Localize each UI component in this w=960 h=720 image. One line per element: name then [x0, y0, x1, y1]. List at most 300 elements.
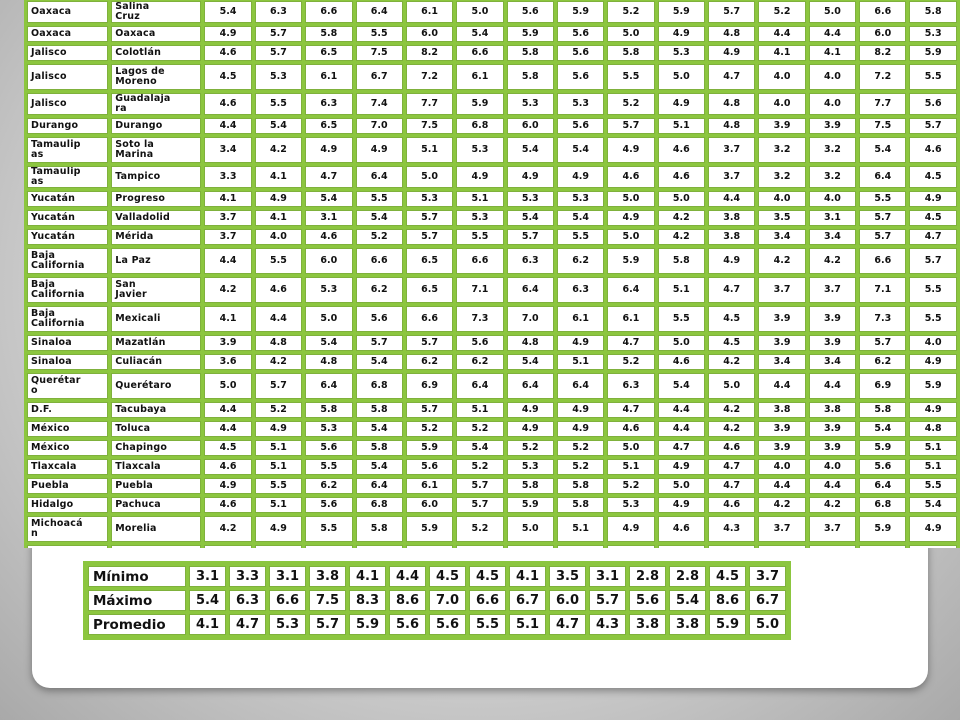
- value-cell: 4.8: [255, 335, 302, 351]
- city-cell: Guadalaja ra: [111, 93, 201, 115]
- value-cell: 3.2: [809, 137, 856, 163]
- summary-value: 4.5: [709, 566, 746, 587]
- value-cell: 5.0: [658, 335, 705, 351]
- value-cell: 5.3: [557, 93, 604, 115]
- summary-value: 5.6: [389, 614, 426, 635]
- value-cell: 4.7: [658, 440, 705, 456]
- value-cell: 5.7: [859, 210, 906, 226]
- value-cell: 3.9: [809, 440, 856, 456]
- summary-value: 4.1: [509, 566, 546, 587]
- value-cell: 5.4: [305, 191, 352, 207]
- value-cell: 3.9: [758, 306, 805, 332]
- summary-row-maximo: [88, 590, 786, 611]
- value-cell: 4.7: [708, 277, 755, 303]
- value-cell: 4.0: [809, 93, 856, 115]
- summary-value: 3.8: [629, 614, 666, 635]
- blank-cell: [204, 545, 251, 548]
- value-cell: 4.1: [255, 166, 302, 188]
- state-cell: Sinaloa: [27, 354, 108, 370]
- value-cell: 4.0: [909, 335, 957, 351]
- value-cell: 5.2: [507, 440, 554, 456]
- value-cell: 5.4: [557, 137, 604, 163]
- value-cell: 3.9: [758, 118, 805, 134]
- value-cell: 4.9: [507, 402, 554, 418]
- value-cell: 5.0: [607, 440, 654, 456]
- value-cell: 4.9: [356, 137, 403, 163]
- value-cell: 6.4: [859, 478, 906, 494]
- value-cell: 5.8: [356, 516, 403, 542]
- table-body: [27, 1, 957, 548]
- value-cell: 5.9: [507, 497, 554, 513]
- value-cell: 5.3: [507, 191, 554, 207]
- value-cell: 4.4: [758, 478, 805, 494]
- value-cell: 3.2: [758, 137, 805, 163]
- value-cell: 6.4: [507, 373, 554, 399]
- table-row: [27, 64, 957, 90]
- city-cell: Mexicali: [111, 306, 201, 332]
- summary-value: 8.6: [709, 590, 746, 611]
- value-cell: 5.7: [909, 118, 957, 134]
- value-cell: 5.5: [859, 191, 906, 207]
- blank-cell: [708, 545, 755, 548]
- value-cell: 3.6: [204, 354, 251, 370]
- value-cell: 4.0: [758, 191, 805, 207]
- value-cell: 5.1: [255, 459, 302, 475]
- value-cell: 6.2: [557, 248, 604, 274]
- value-cell: 5.5: [909, 64, 957, 90]
- value-cell: 4.9: [708, 45, 755, 61]
- value-cell: 4.1: [204, 191, 251, 207]
- value-cell: 5.5: [909, 478, 957, 494]
- table-row: [27, 440, 957, 456]
- value-cell: 5.2: [557, 459, 604, 475]
- value-cell: 6.8: [356, 373, 403, 399]
- value-cell: 4.8: [708, 26, 755, 42]
- value-cell: 4.2: [708, 354, 755, 370]
- value-cell: 3.7: [809, 516, 856, 542]
- value-cell: 5.7: [406, 210, 453, 226]
- value-cell: 4.8: [708, 118, 755, 134]
- value-cell: 5.4: [255, 118, 302, 134]
- value-cell: 5.7: [456, 497, 503, 513]
- value-cell: 4.2: [809, 248, 856, 274]
- value-cell: 4.6: [255, 277, 302, 303]
- value-cell: 4.6: [658, 137, 705, 163]
- state-cell: Yucatán: [27, 229, 108, 245]
- value-cell: 7.5: [356, 45, 403, 61]
- blank-cell: [305, 545, 352, 548]
- value-cell: 5.1: [557, 354, 604, 370]
- blank-cell: [27, 545, 108, 548]
- city-cell: Puebla: [111, 478, 201, 494]
- value-cell: 4.9: [255, 191, 302, 207]
- value-cell: 7.0: [507, 306, 554, 332]
- value-cell: 5.4: [305, 335, 352, 351]
- value-cell: 5.7: [406, 229, 453, 245]
- value-cell: 5.2: [607, 478, 654, 494]
- summary-value: 4.4: [389, 566, 426, 587]
- value-cell: 6.5: [305, 118, 352, 134]
- value-cell: 3.7: [204, 229, 251, 245]
- value-cell: 5.4: [456, 440, 503, 456]
- value-cell: 6.1: [406, 1, 453, 23]
- value-cell: 7.1: [456, 277, 503, 303]
- value-cell: 4.6: [658, 516, 705, 542]
- value-cell: 3.8: [809, 402, 856, 418]
- city-cell: Tlaxcala: [111, 459, 201, 475]
- value-cell: 5.0: [658, 64, 705, 90]
- state-cell: Jalisco: [27, 45, 108, 61]
- value-cell: 4.6: [708, 440, 755, 456]
- value-cell: 5.7: [607, 118, 654, 134]
- summary-label: Mínimo: [88, 566, 186, 587]
- blank-cell: [456, 545, 503, 548]
- value-cell: 5.0: [658, 478, 705, 494]
- value-cell: 5.3: [305, 277, 352, 303]
- value-cell: 5.9: [456, 93, 503, 115]
- value-cell: 6.8: [356, 497, 403, 513]
- table-row: [27, 166, 957, 188]
- summary-value: 4.1: [349, 566, 386, 587]
- value-cell: 3.7: [204, 210, 251, 226]
- blank-cell: [406, 545, 453, 548]
- value-cell: 4.9: [909, 191, 957, 207]
- table-row: [27, 191, 957, 207]
- value-cell: 4.8: [507, 335, 554, 351]
- value-cell: 5.1: [607, 459, 654, 475]
- value-cell: 4.0: [758, 459, 805, 475]
- value-cell: 6.0: [406, 26, 453, 42]
- value-cell: 5.3: [507, 459, 554, 475]
- city-cell: Pachuca: [111, 497, 201, 513]
- value-cell: 4.2: [758, 248, 805, 274]
- value-cell: 4.2: [255, 137, 302, 163]
- value-cell: 4.2: [204, 516, 251, 542]
- value-cell: 4.4: [204, 248, 251, 274]
- value-cell: 5.3: [456, 137, 503, 163]
- value-cell: 5.5: [255, 248, 302, 274]
- value-cell: 4.4: [204, 118, 251, 134]
- value-cell: 5.6: [456, 335, 503, 351]
- value-cell: 4.0: [758, 93, 805, 115]
- value-cell: 5.8: [557, 497, 604, 513]
- value-cell: 4.5: [909, 166, 957, 188]
- summary-value: 5.7: [589, 590, 626, 611]
- value-cell: 5.6: [356, 306, 403, 332]
- summary-value: 6.7: [749, 590, 786, 611]
- value-cell: 6.2: [305, 478, 352, 494]
- value-cell: 5.3: [557, 191, 604, 207]
- value-cell: 6.3: [607, 373, 654, 399]
- state-cell: Baja California: [27, 248, 108, 274]
- value-cell: 7.7: [406, 93, 453, 115]
- city-cell: Salina Cruz: [111, 1, 201, 23]
- value-cell: 4.5: [909, 210, 957, 226]
- value-cell: 4.2: [809, 497, 856, 513]
- state-cell: Oaxaca: [27, 1, 108, 23]
- value-cell: 5.3: [406, 191, 453, 207]
- value-cell: 5.7: [708, 1, 755, 23]
- state-cell: Michoacá n: [27, 516, 108, 542]
- summary-row-minimo: [88, 566, 786, 587]
- value-cell: 6.6: [456, 45, 503, 61]
- radiation-data-table: [24, 0, 960, 548]
- state-cell: Jalisco: [27, 64, 108, 90]
- value-cell: 5.8: [859, 402, 906, 418]
- value-cell: 4.0: [758, 64, 805, 90]
- value-cell: 5.0: [607, 191, 654, 207]
- value-cell: 7.4: [356, 93, 403, 115]
- summary-value: 3.1: [189, 566, 226, 587]
- value-cell: 5.7: [406, 335, 453, 351]
- value-cell: 5.6: [557, 118, 604, 134]
- value-cell: 6.4: [557, 373, 604, 399]
- city-cell: Oaxaca: [111, 26, 201, 42]
- value-cell: 5.9: [406, 516, 453, 542]
- value-cell: 3.4: [758, 229, 805, 245]
- value-cell: 4.9: [456, 166, 503, 188]
- value-cell: 5.4: [859, 421, 906, 437]
- summary-value: 4.3: [589, 614, 626, 635]
- value-cell: 5.9: [406, 440, 453, 456]
- value-cell: 5.8: [305, 402, 352, 418]
- value-cell: 6.4: [507, 277, 554, 303]
- value-cell: 3.7: [758, 277, 805, 303]
- city-cell: Progreso: [111, 191, 201, 207]
- value-cell: 4.9: [607, 137, 654, 163]
- value-cell: 5.4: [507, 137, 554, 163]
- value-cell: 4.6: [708, 497, 755, 513]
- blank-cell: [111, 545, 201, 548]
- value-cell: 5.7: [356, 335, 403, 351]
- table-row: [27, 210, 957, 226]
- value-cell: 4.6: [204, 93, 251, 115]
- value-cell: 4.9: [909, 402, 957, 418]
- value-cell: 4.6: [607, 421, 654, 437]
- value-cell: 7.2: [406, 64, 453, 90]
- value-cell: 5.1: [658, 277, 705, 303]
- value-cell: 5.2: [456, 459, 503, 475]
- value-cell: 5.5: [255, 93, 302, 115]
- summary-value: 2.8: [669, 566, 706, 587]
- summary-value: 4.5: [469, 566, 506, 587]
- value-cell: 5.6: [557, 26, 604, 42]
- value-cell: 3.3: [204, 166, 251, 188]
- value-cell: 5.9: [607, 248, 654, 274]
- value-cell: 3.9: [809, 421, 856, 437]
- value-cell: 5.4: [356, 421, 403, 437]
- blank-cell: [809, 545, 856, 548]
- value-cell: 3.7: [758, 516, 805, 542]
- value-cell: 6.3: [507, 248, 554, 274]
- value-cell: 5.7: [406, 402, 453, 418]
- value-cell: 4.2: [658, 210, 705, 226]
- table-row: [27, 1, 957, 23]
- summary-value: 3.8: [309, 566, 346, 587]
- value-cell: 4.9: [557, 421, 604, 437]
- value-cell: 4.1: [758, 45, 805, 61]
- value-cell: 5.5: [658, 306, 705, 332]
- value-cell: 3.9: [758, 421, 805, 437]
- table-row: [27, 354, 957, 370]
- value-cell: 5.8: [507, 45, 554, 61]
- value-cell: 6.9: [406, 373, 453, 399]
- value-cell: 5.0: [658, 191, 705, 207]
- value-cell: 5.4: [356, 354, 403, 370]
- value-cell: 4.5: [204, 440, 251, 456]
- value-cell: 5.8: [557, 478, 604, 494]
- state-cell: México: [27, 440, 108, 456]
- value-cell: 6.6: [456, 248, 503, 274]
- value-cell: 7.3: [456, 306, 503, 332]
- value-cell: 4.0: [255, 229, 302, 245]
- value-cell: 4.0: [809, 459, 856, 475]
- value-cell: 4.4: [758, 26, 805, 42]
- value-cell: 5.0: [456, 1, 503, 23]
- value-cell: 5.6: [305, 497, 352, 513]
- value-cell: 7.5: [406, 118, 453, 134]
- value-cell: 4.6: [658, 354, 705, 370]
- value-cell: 5.3: [456, 210, 503, 226]
- value-cell: 4.0: [809, 64, 856, 90]
- value-cell: 6.2: [406, 354, 453, 370]
- summary-value: 5.5: [469, 614, 506, 635]
- summary-value: 3.1: [269, 566, 306, 587]
- value-cell: 5.3: [658, 45, 705, 61]
- value-cell: 5.6: [859, 459, 906, 475]
- value-cell: 5.5: [305, 459, 352, 475]
- value-cell: 5.3: [507, 93, 554, 115]
- summary-value: 5.6: [629, 590, 666, 611]
- value-cell: 4.4: [758, 373, 805, 399]
- value-cell: 5.7: [507, 229, 554, 245]
- value-cell: 5.9: [909, 45, 957, 61]
- table-row: [27, 497, 957, 513]
- value-cell: 4.4: [204, 421, 251, 437]
- value-cell: 5.4: [456, 26, 503, 42]
- summary-value: 6.0: [549, 590, 586, 611]
- state-cell: Yucatán: [27, 210, 108, 226]
- blank-cell: [758, 545, 805, 548]
- value-cell: 5.6: [305, 440, 352, 456]
- value-cell: 4.9: [607, 210, 654, 226]
- value-cell: 4.7: [708, 478, 755, 494]
- value-cell: 5.0: [406, 166, 453, 188]
- value-cell: 5.7: [456, 478, 503, 494]
- table-row: [27, 229, 957, 245]
- summary-value: 6.6: [269, 590, 306, 611]
- value-cell: 4.2: [758, 497, 805, 513]
- blank-cell: [356, 545, 403, 548]
- value-cell: 6.0: [305, 248, 352, 274]
- value-cell: 5.8: [507, 478, 554, 494]
- summary-value: 7.0: [429, 590, 466, 611]
- value-cell: 5.1: [406, 137, 453, 163]
- table-row: [27, 459, 957, 475]
- value-cell: 6.4: [356, 478, 403, 494]
- value-cell: 4.9: [607, 516, 654, 542]
- value-cell: 6.3: [557, 277, 604, 303]
- value-cell: 5.7: [859, 229, 906, 245]
- table-row: [27, 516, 957, 542]
- value-cell: 4.9: [557, 402, 604, 418]
- value-cell: 6.8: [859, 497, 906, 513]
- value-cell: 4.5: [204, 64, 251, 90]
- value-cell: 8.2: [406, 45, 453, 61]
- value-cell: 5.4: [356, 210, 403, 226]
- value-cell: 5.6: [507, 1, 554, 23]
- value-cell: 6.0: [406, 497, 453, 513]
- value-cell: 5.8: [507, 64, 554, 90]
- value-cell: 4.2: [204, 277, 251, 303]
- value-cell: 4.4: [809, 373, 856, 399]
- value-cell: 5.3: [909, 26, 957, 42]
- value-cell: 4.6: [204, 497, 251, 513]
- value-cell: 6.6: [859, 1, 906, 23]
- summary-value: 5.4: [669, 590, 706, 611]
- value-cell: 3.9: [758, 440, 805, 456]
- summary-value: 4.7: [229, 614, 266, 635]
- state-cell: Hidalgo: [27, 497, 108, 513]
- value-cell: 4.4: [658, 402, 705, 418]
- value-cell: 5.1: [255, 440, 302, 456]
- summary-value: 5.4: [189, 590, 226, 611]
- summary-value: 5.1: [509, 614, 546, 635]
- value-cell: 4.6: [658, 166, 705, 188]
- value-cell: 5.6: [909, 93, 957, 115]
- value-cell: 6.4: [356, 1, 403, 23]
- value-cell: 5.8: [356, 440, 403, 456]
- value-cell: 3.4: [809, 229, 856, 245]
- summary-table: [85, 563, 789, 638]
- state-cell: Tamaulip as: [27, 166, 108, 188]
- value-cell: 6.6: [406, 306, 453, 332]
- value-cell: 5.4: [859, 137, 906, 163]
- table-row: [27, 373, 957, 399]
- value-cell: 5.9: [859, 440, 906, 456]
- value-cell: 5.0: [305, 306, 352, 332]
- value-cell: 5.5: [456, 229, 503, 245]
- value-cell: 6.2: [859, 354, 906, 370]
- value-cell: 4.0: [809, 191, 856, 207]
- value-cell: 4.2: [708, 402, 755, 418]
- state-cell: Durango: [27, 118, 108, 134]
- value-cell: 5.3: [305, 421, 352, 437]
- value-cell: 3.1: [809, 210, 856, 226]
- value-cell: 5.2: [607, 1, 654, 23]
- value-cell: 6.2: [456, 354, 503, 370]
- city-cell: Lagos de Moreno: [111, 64, 201, 90]
- value-cell: 3.7: [708, 137, 755, 163]
- value-cell: 5.9: [909, 373, 957, 399]
- value-cell: 5.7: [255, 373, 302, 399]
- value-cell: 4.7: [708, 64, 755, 90]
- value-cell: 3.2: [809, 166, 856, 188]
- value-cell: 6.8: [456, 118, 503, 134]
- value-cell: 4.2: [708, 421, 755, 437]
- value-cell: 4.4: [255, 306, 302, 332]
- value-cell: 5.2: [406, 421, 453, 437]
- value-cell: 5.6: [557, 64, 604, 90]
- value-cell: 6.1: [456, 64, 503, 90]
- value-cell: 3.1: [305, 210, 352, 226]
- value-cell: 6.7: [356, 64, 403, 90]
- value-cell: 5.0: [507, 516, 554, 542]
- value-cell: 5.8: [658, 248, 705, 274]
- blank-cell: [859, 545, 906, 548]
- value-cell: 5.1: [909, 459, 957, 475]
- summary-value: 8.6: [389, 590, 426, 611]
